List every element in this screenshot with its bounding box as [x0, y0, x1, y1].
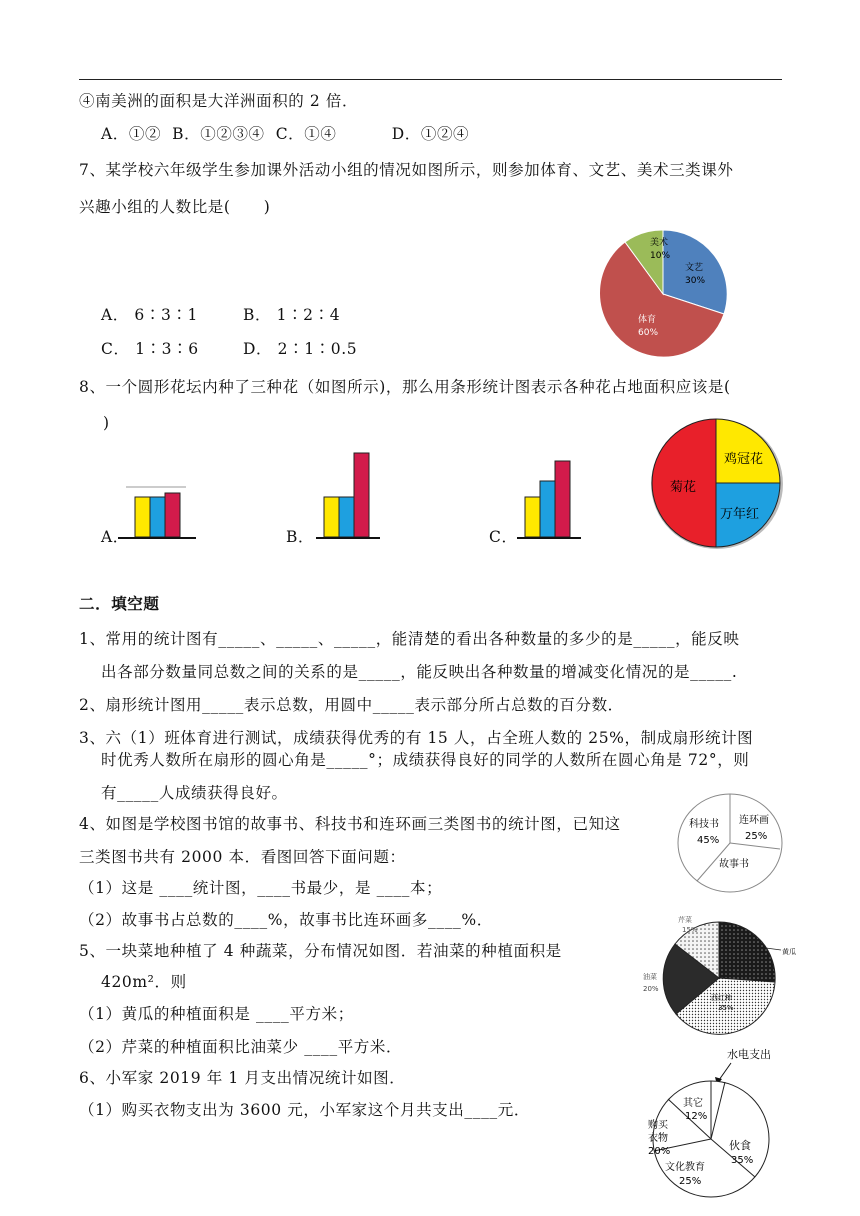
- label-tiyu: 体育: [638, 315, 657, 325]
- label-lianhuan: 连环画: [739, 815, 769, 826]
- fill-q6-line1: 6、小军家 2019 年 1 月支出情况统计如图．: [79, 1069, 406, 1087]
- q8-option-b-bars: [316, 440, 386, 542]
- section-heading: 二．填空题: [79, 594, 160, 613]
- label-huoshi-pct: 35%: [731, 1155, 754, 1166]
- label-yifu-1: 购买: [648, 1120, 668, 1131]
- q8-stem-line1: 8、一个圆形花坛内种了三种花（如图所示)，那么用条形统计图表示各种花占地面积应该是(: [79, 378, 731, 396]
- bar-b-3: [354, 453, 369, 537]
- q7-option-c: C． 1∶3∶6: [101, 340, 199, 358]
- label-keji-pct: 45%: [697, 835, 720, 846]
- label-qincai: 芹菜: [678, 916, 692, 924]
- bar-a-1: [135, 497, 150, 537]
- label-yifu-pct: 20%: [648, 1146, 671, 1157]
- label-meishu: 美术: [650, 238, 669, 248]
- q6-answer-options: A．①② B．①②③④ C．①④ D．①②④: [101, 125, 470, 143]
- pie-slice-jiguan: [716, 419, 780, 483]
- fill-q3-line1: 3、六（1）班体育进行测试，成绩获得优秀的有 15 人，占全班人数的 25%，制成扇形统计图: [79, 729, 754, 747]
- fill-q1-line1: 1、常用的统计图有_____、_____、_____，能清楚的看出各种数量的多少的是_____，能反映: [79, 630, 740, 648]
- bar-a-3: [165, 493, 180, 537]
- q8-option-c-bars: [517, 440, 587, 542]
- label-wenyi: 文艺: [685, 263, 704, 273]
- label-youcai: 油菜: [643, 973, 657, 981]
- q8-option-c-label: C．: [489, 528, 518, 546]
- label-wenyi-pct: 30%: [685, 276, 706, 286]
- fill-q5-part2: （2）芹菜的种植面积比油菜少 ____平方米．: [79, 1038, 403, 1056]
- bar-c-1: [525, 497, 540, 537]
- q7-option-b: B． 1∶2∶4: [243, 306, 341, 324]
- fill-q2: 2、扇形统计图用_____表示总数，用圆中_____表示部分所占总数的百分数．: [79, 696, 624, 714]
- q7-option-a: A． 6∶3∶1: [101, 306, 199, 324]
- q4-book-pie-chart: [677, 793, 783, 893]
- pie-slice-huanggua: [719, 922, 775, 982]
- label-xihongshi-pct: 35%: [718, 1004, 734, 1012]
- q7-pie-chart: [598, 229, 728, 359]
- label-keji: 科技书: [689, 819, 719, 830]
- q8-option-a-label: A．: [101, 528, 129, 546]
- label-yifu-2: 衣物: [648, 1133, 668, 1144]
- bar-b-2: [339, 497, 354, 537]
- label-xihongshi: 西红柿: [711, 994, 732, 1002]
- fill-q3-line2: 时优秀人数所在扇形的圆心角是_____°；成绩获得良好的同学的人数所在圆心角是 72°，则: [101, 751, 750, 769]
- option-line-4: ④南美洲的面积是大洋洲面积的 2 倍．: [79, 92, 359, 110]
- bar-a-2: [150, 497, 165, 537]
- q7-option-d: D． 2∶1∶0.5: [243, 340, 358, 358]
- q8-flower-pie-chart: [650, 418, 784, 550]
- bar-c-2: [540, 481, 555, 537]
- label-wannian: 万年红: [720, 507, 760, 522]
- q7-stem-line1: 7、某学校六年级学生参加课外活动小组的情况如图所示，则参加体育、文艺、美术三类课外: [79, 161, 734, 179]
- q5-vegetable-pie-chart: [640, 908, 810, 1046]
- fill-q1-line2: 出各部分数量同总数之间的关系的是_____，能反映出各种数量的增减变化情况的是_____.: [101, 663, 738, 681]
- bar-b-1: [324, 497, 339, 537]
- fill-q6-part1: （1）购买衣物支出为 3600 元，小军家这个月共支出____元．: [79, 1101, 530, 1119]
- q8-option-b-label: B．: [286, 528, 315, 546]
- label-lianhuan-pct: 25%: [745, 831, 768, 842]
- fill-q4-part1: （1）这是 ____统计图，____书最少，是 ____本；: [79, 879, 443, 897]
- top-rule: [79, 79, 782, 80]
- fill-q4-line2: 三类图书共有 2000 本．看图回答下面问题：: [79, 848, 406, 866]
- bar-c-3: [555, 461, 570, 537]
- q8-stem-line2: ): [103, 414, 110, 432]
- label-wenhua: 文化教育: [665, 1162, 705, 1173]
- label-youcai-pct: 20%: [643, 985, 659, 993]
- fill-q5-part1: （1）黄瓜的种植面积是 ____平方米；: [79, 1005, 354, 1023]
- label-qita: 其它: [683, 1098, 703, 1109]
- label-shuidian: 水电支出: [727, 1048, 771, 1061]
- label-meishu-pct: 10%: [650, 251, 671, 261]
- label-wenhua-pct: 25%: [679, 1176, 702, 1187]
- fill-q3-line3: 有_____人成绩获得良好。: [101, 784, 288, 802]
- label-huanggua: 黄瓜: [782, 948, 796, 956]
- fill-q5-line1: 5、一块菜地种植了 4 种蔬菜，分布情况如图．若油菜的种植面积是: [79, 942, 562, 960]
- q8-option-a-bars: [118, 440, 198, 542]
- label-juhua: 菊花: [670, 480, 697, 495]
- fill-q4-part2: （2）故事书占总数的____%，故事书比连环画多____%．: [79, 911, 493, 929]
- label-gushi: 故事书: [719, 859, 749, 870]
- fill-q4-line1: 4、如图是学校图书馆的故事书、科技书和连环画三类图书的统计图，已知这: [79, 815, 621, 833]
- label-qita-pct: 12%: [685, 1111, 708, 1122]
- fill-q5-line2: 420m²．则: [101, 973, 187, 991]
- q7-stem-line2: 兴趣小组的人数比是( ): [79, 198, 271, 216]
- label-huoshi: 伙食: [729, 1139, 751, 1152]
- label-qincai-pct: 15%: [682, 926, 698, 934]
- label-tiyu-pct: 60%: [638, 328, 659, 338]
- label-jiguan: 鸡冠花: [724, 452, 764, 467]
- q6-expense-pie-chart: [643, 1044, 783, 1196]
